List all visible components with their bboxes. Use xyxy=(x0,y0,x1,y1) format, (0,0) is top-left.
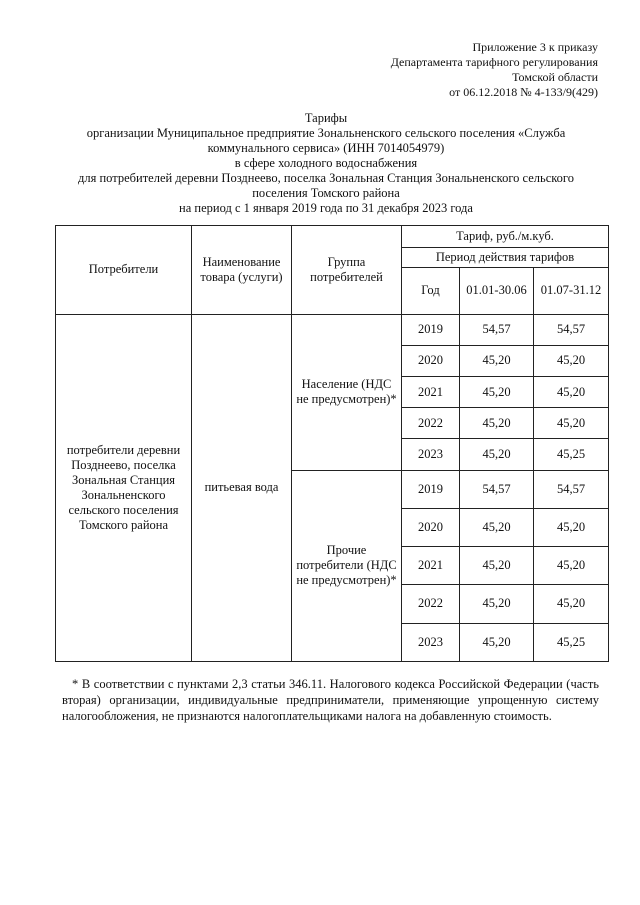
group-name-cell: Население (НДС не предусмотрен)* xyxy=(292,314,402,470)
tariff-h1-cell: 45,20 xyxy=(460,439,534,470)
tariff-h1-cell: 45,20 xyxy=(460,408,534,439)
header-tariff: Тариф, руб./м.куб. xyxy=(402,226,609,248)
tariff-h2-cell: 45,20 xyxy=(534,345,609,376)
year-cell: 2020 xyxy=(402,508,460,546)
year-cell: 2022 xyxy=(402,585,460,623)
appendix-line: Томской области xyxy=(512,70,598,84)
tariff-h1-cell: 45,20 xyxy=(460,345,534,376)
title-line: организации Муниципальное предприятие Зональненского сельского поселения «Служба xyxy=(86,126,566,140)
service-cell: питьевая вода xyxy=(192,314,292,661)
appendix-header xyxy=(391,40,598,100)
year-cell: 2019 xyxy=(402,314,460,345)
title-line: для потребителей деревни Позднеево, поселка Зональная Станция Зональненского сельского xyxy=(77,171,574,185)
tariff-h2-cell: 45,25 xyxy=(534,439,609,470)
appendix-line: Департамента тарифного регулирования xyxy=(390,55,598,69)
tariff-h2-cell: 45,20 xyxy=(534,547,609,585)
tariff-h2-cell: 45,20 xyxy=(534,376,609,407)
vat-footnote: * В соответствии с пунктами 2,3 статьи 346.11. Налогового кодекса Российской Федерации (часть вторая) организации, индивидуальные предприниматели, применяющие упрощенную систему налогообложения, не признаются налогоплательщиками налога на добавленную стоимость. xyxy=(62,677,599,723)
header-period: Период действия тарифов xyxy=(402,248,609,268)
year-cell: 2023 xyxy=(402,623,460,661)
year-cell: 2023 xyxy=(402,439,460,470)
tariff-h2-cell: 45,20 xyxy=(534,508,609,546)
tariff-h2-cell: 45,20 xyxy=(534,408,609,439)
document-title xyxy=(40,111,612,216)
tariff-h2-cell: 45,25 xyxy=(534,623,609,661)
title-line: поселения Томского района xyxy=(252,186,400,200)
title-line: коммунального сервиса» (ИНН 7014054979) xyxy=(207,141,445,155)
year-cell: 2021 xyxy=(402,547,460,585)
year-cell: 2019 xyxy=(402,470,460,508)
consumer-name-cell: потребители деревни Позднеево, поселка Зональная Станция Зональненского сельского поселения Томского района xyxy=(56,314,192,661)
tariff-h2-cell: 45,20 xyxy=(534,585,609,623)
header-half1: 01.01-30.06 xyxy=(460,268,534,314)
header-year: Год xyxy=(402,268,460,314)
tariff-h1-cell: 45,20 xyxy=(460,585,534,623)
year-cell: 2022 xyxy=(402,408,460,439)
tariff-table xyxy=(55,225,609,662)
group-name-cell: Прочие потребители (НДС не предусмотрен)* xyxy=(292,470,402,661)
title-line: Тарифы xyxy=(304,111,348,125)
tariff-h1-cell: 54,57 xyxy=(460,470,534,508)
appendix-line: от 06.12.2018 № 4-133/9(429) xyxy=(449,85,598,99)
tariff-h2-cell: 54,57 xyxy=(534,470,609,508)
tariff-h1-cell: 54,57 xyxy=(460,314,534,345)
tariff-h2-cell: 54,57 xyxy=(534,314,609,345)
title-line: в сфере холодного водоснабжения xyxy=(234,156,418,170)
tariff-h1-cell: 45,20 xyxy=(460,623,534,661)
tariff-h1-cell: 45,20 xyxy=(460,547,534,585)
header-consumers: Потребители xyxy=(56,226,192,315)
header-half2: 01.07-31.12 xyxy=(534,268,609,314)
tariff-h1-cell: 45,20 xyxy=(460,508,534,546)
header-service-name: Наименование товара (услуги) xyxy=(192,226,292,315)
appendix-line: Приложение 3 к приказу xyxy=(472,40,598,54)
year-cell: 2021 xyxy=(402,376,460,407)
tariff-h1-cell: 45,20 xyxy=(460,376,534,407)
title-line: на период с 1 января 2019 года по 31 декабря 2023 года xyxy=(179,201,473,215)
header-consumer-group: Группа потребителей xyxy=(292,226,402,315)
year-cell: 2020 xyxy=(402,345,460,376)
